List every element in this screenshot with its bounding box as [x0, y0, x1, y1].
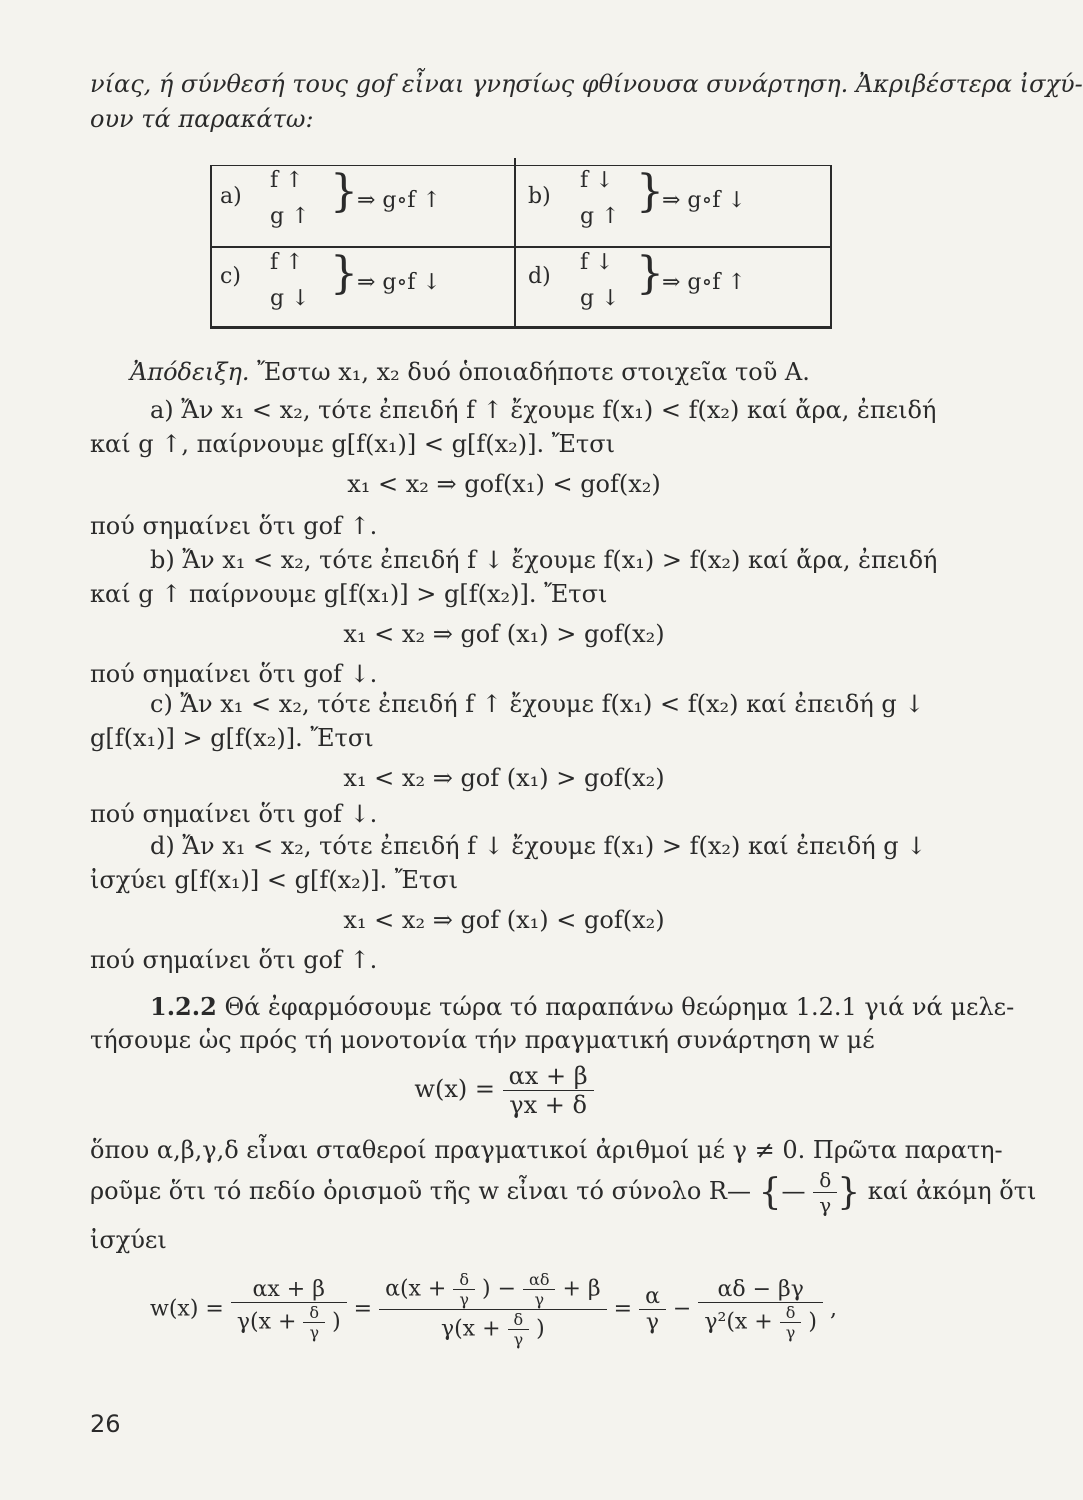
- final-f1-den: γ(x + $\frac{\delta}{\gamma}$ ): [236, 1303, 341, 1342]
- page-number: 26: [90, 1410, 121, 1438]
- proof-d-line-1: d) Ἄν x₁ < x₂, τότε ἐπειδή f ↓ ἔχουμε f(x₁) > f(x₂) καί ἐπειδή g ↓: [150, 832, 927, 860]
- w-denominator: γx + δ: [509, 1091, 587, 1119]
- section-line-5: ἰσχύει: [90, 1226, 167, 1254]
- proof-a-conclusion: πού σημαίνει ὅτι gof ↑.: [90, 512, 378, 540]
- final-fraction-2: [379, 1270, 607, 1349]
- w-numerator: αx + β: [503, 1062, 594, 1091]
- cell-d-label: d): [528, 264, 551, 289]
- proof-d-line-2: ἰσχύει g[f(x₁)] < g[f(x₂)]. Ἔτσι: [90, 866, 459, 894]
- cell-d-g: g ↓: [580, 286, 620, 311]
- w-lhs: w(x) =: [414, 1075, 495, 1103]
- cell-a-g: g ↑: [270, 204, 310, 229]
- proof-a-line-2: καί g ↑, παίρνουμε g[f(x₁)] < g[f(x₂)]. Ἔτσι: [90, 430, 615, 458]
- cell-c-g: g ↓: [270, 286, 310, 311]
- intro-line-1: νίας, ή σύνθεσή τους gof εἶναι γνησίως φθίνουσα συνάρτηση. Ἀκριβέστερα ἰσχύ-: [90, 70, 1083, 98]
- proof-heading: Ἀπόδειξη.: [130, 358, 250, 386]
- cell-a-brace: }: [330, 166, 358, 217]
- cell-a-result: ⇒ g∘f ↑: [357, 188, 441, 213]
- cell-c-brace: }: [330, 248, 358, 299]
- w-fraction: [503, 1062, 594, 1119]
- section-number: 1.2.2: [150, 992, 217, 1021]
- section-line-3: ὅπου α,β,γ,δ εἶναι σταθεροί πραγματικοί ἀριθμοί μέ γ ≠ 0. Πρῶτα παρατη-: [90, 1136, 1003, 1164]
- final-fraction-4: αδ − βγ γ²(x + $\frac{\delta}{\gamma}$ ): [698, 1277, 823, 1342]
- cell-d-brace: }: [636, 248, 664, 299]
- proof-d-conclusion: πού σημαίνει ὅτι gof ↑.: [90, 946, 378, 974]
- cell-c-label: c): [220, 264, 241, 289]
- section-line-4a: ροῦμε ὅτι τό πεδίο ὁρισμοῦ τῆς w εἶναι τό σύνολο R—: [90, 1177, 751, 1205]
- proof-intro: Ἔστω x₁, x₂ δυό ὁποιαδήποτε στοιχεῖα τοῦ Α.: [257, 358, 810, 386]
- cell-b-brace: }: [636, 166, 664, 217]
- cell-d-result: ⇒ g∘f ↑: [662, 270, 746, 295]
- cell-b-result: ⇒ g∘f ↓: [662, 188, 746, 213]
- cell-c-f: f ↑: [270, 250, 304, 275]
- final-f2-num: α(x + $\frac{\delta}{\gamma}$ ) − $\frac{\alpha\delta}{\gamma}$ + β: [379, 1270, 607, 1310]
- domain-set-den: γ: [819, 1193, 832, 1217]
- final-tail: ,: [829, 1296, 837, 1322]
- proof-c-line-1: c) Ἄν x₁ < x₂, τότε ἐπειδή f ↑ ἔχουμε f(x₁) < f(x₂) καί ἐπειδή g ↓: [150, 690, 925, 718]
- section-line-4b: καί ἀκόμη ὅτι: [867, 1177, 1037, 1205]
- section-text-1: Θά ἐφαρμόσουμε τώρα τό παραπάνω θεώρημα 1.2.1 γιά νά μελε-: [224, 993, 1015, 1021]
- monotonicity-table: [210, 165, 832, 329]
- final-eq-sign-2: =: [613, 1296, 633, 1322]
- cell-a-f: f ↑: [270, 168, 304, 193]
- proof-a-line-1: a) Ἄν x₁ < x₂, τότε ἐπειδή f ↑ ἔχουμε f(x₁) < f(x₂) καί ἄρα, ἐπειδή: [150, 396, 937, 424]
- proof-b-conclusion: πού σημαίνει ὅτι gof ↓.: [90, 660, 378, 688]
- final-fraction-3: $\frac{\alpha}{\gamma}$: [639, 1284, 666, 1335]
- final-fraction-1: [231, 1277, 347, 1342]
- proof-a-equation: x₁ < x₂ ⇒ gof(x₁) < gof(x₂): [347, 470, 661, 498]
- domain-set-fraction: [813, 1168, 837, 1217]
- domain-set-sign: —: [781, 1177, 806, 1205]
- table-vertical-divider: [514, 158, 516, 328]
- proof-b-equation: x₁ < x₂ ⇒ gof (x₁) > gof(x₂): [343, 620, 665, 648]
- proof-b-line-2: καί g ↑ παίρνουμε g[f(x₁)] > g[f(x₂)]. Ἔτσι: [90, 580, 608, 608]
- cell-b-f: f ↓: [580, 168, 614, 193]
- final-f2-den: γ(x + $\frac{\delta}{\gamma}$ ): [440, 1310, 545, 1349]
- cell-b-g: g ↑: [580, 204, 620, 229]
- section-line-1: [150, 992, 1014, 1021]
- final-eq-sign-1: =: [353, 1296, 373, 1322]
- section-line-2: τήσουμε ὡς πρός τή μονοτονία τήν πραγματική συνάρτηση w μέ: [90, 1026, 875, 1054]
- proof-c-equation: x₁ < x₂ ⇒ gof (x₁) > gof(x₂): [343, 764, 665, 792]
- proof-c-conclusion: πού σημαίνει ὅτι gof ↓.: [90, 800, 378, 828]
- cell-b-label: b): [528, 184, 551, 209]
- final-minus: −: [672, 1296, 692, 1322]
- w-definition-equation: [0, 1062, 1008, 1119]
- cell-c-result: ⇒ g∘f ↓: [357, 270, 441, 295]
- final-f1-num: αx + β: [231, 1277, 347, 1303]
- section-line-4: ροῦμε ὅτι τό πεδίο ὁρισμοῦ τῆς w εἶναι τό σύνολο R— {— $\frac{\delta}{\gamma}$ } καί ἀκόμη ὅτι: [90, 1168, 1037, 1217]
- final-lhs: w(x) =: [150, 1296, 224, 1322]
- proof-b-line-1: b) Ἄν x₁ < x₂, τότε ἐπειδή f ↓ ἔχουμε f(x₁) > f(x₂) καί ἄρα, ἐπειδή: [150, 546, 938, 574]
- cell-d-f: f ↓: [580, 250, 614, 275]
- table-horizontal-divider: [212, 246, 830, 248]
- domain-set-num: δ: [813, 1168, 837, 1193]
- final-equation: [150, 1270, 970, 1349]
- proof-d-equation: x₁ < x₂ ⇒ gof (x₁) < gof(x₂): [343, 906, 665, 934]
- intro-line-2: ουν τά παρακάτω:: [90, 105, 314, 133]
- proof-first-line: [130, 358, 810, 386]
- proof-c-line-2: g[f(x₁)] > g[f(x₂)]. Ἔτσι: [90, 724, 374, 752]
- cell-a-label: a): [220, 184, 242, 209]
